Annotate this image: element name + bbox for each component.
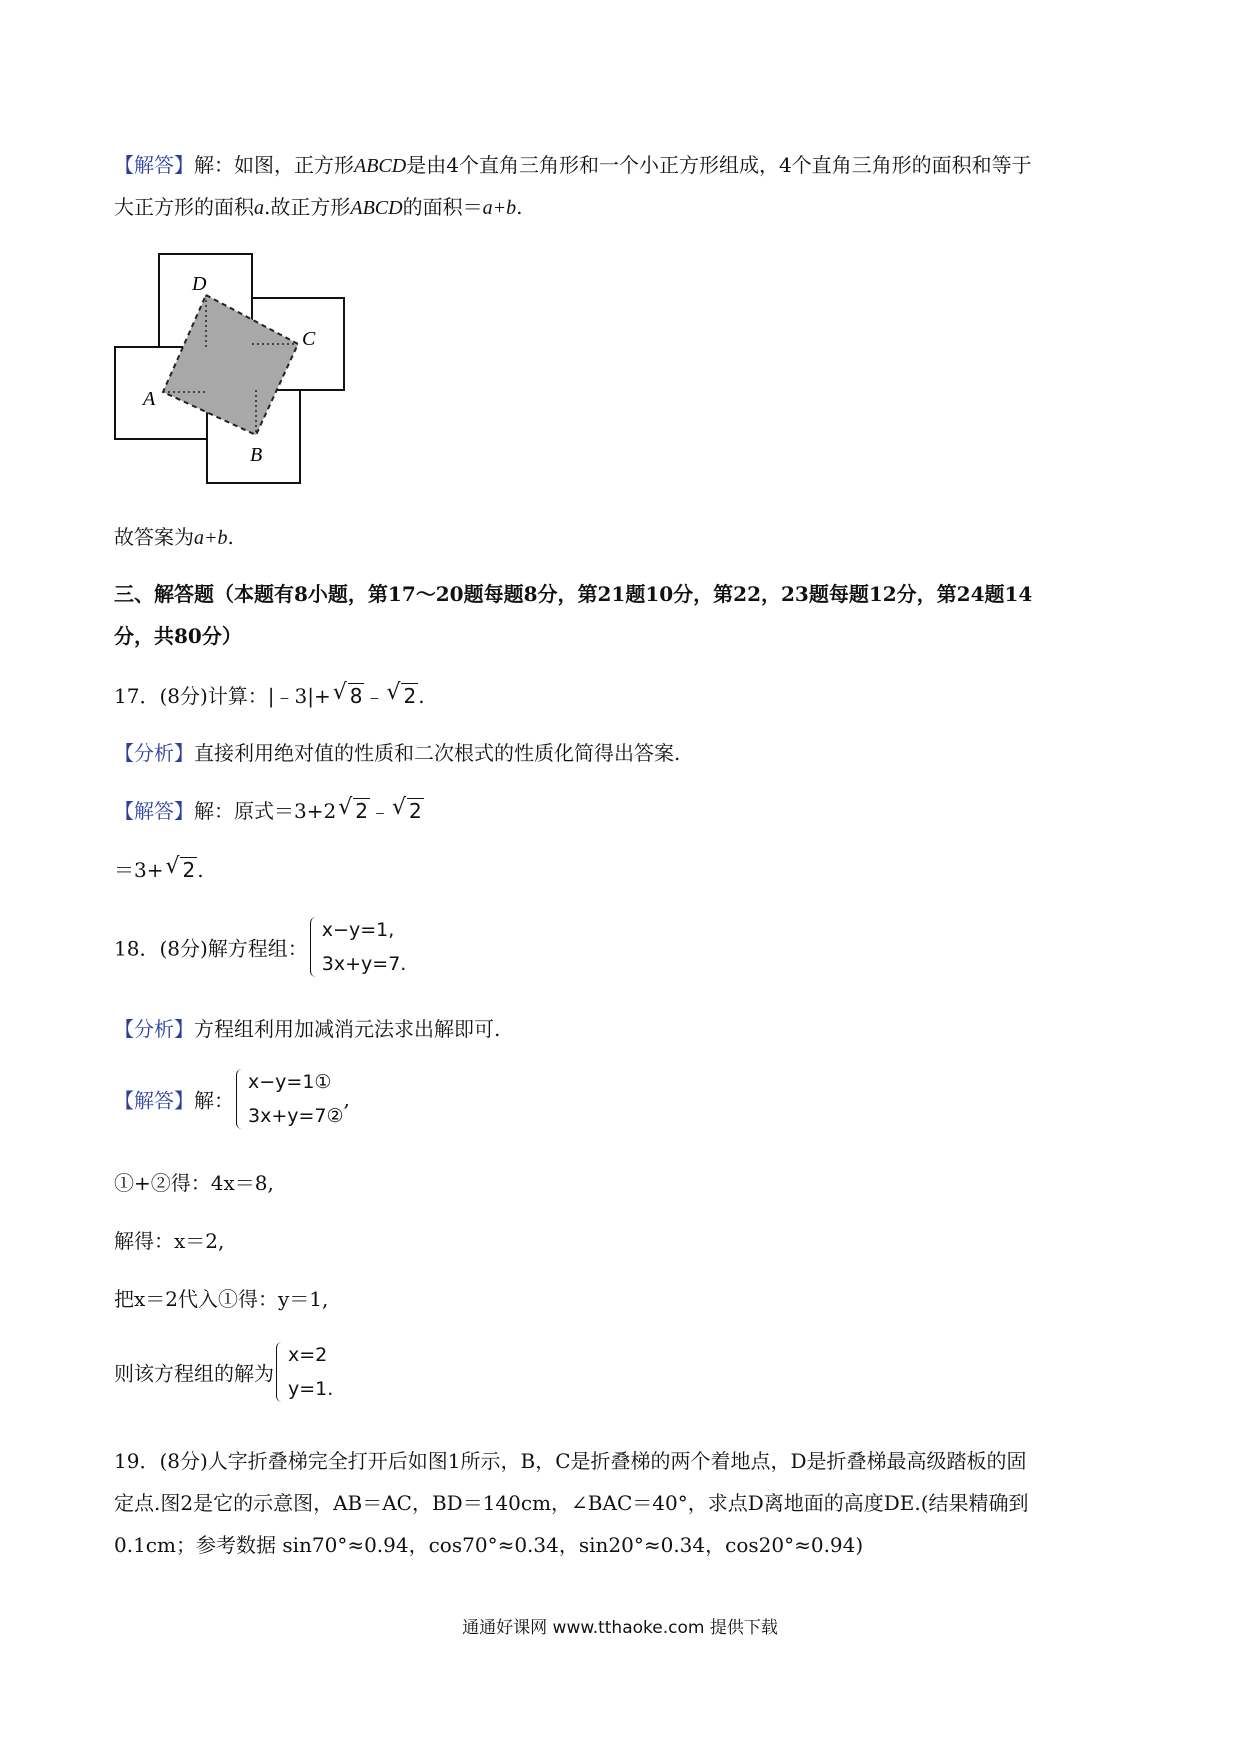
answer-tag: 【解答】 [114,799,194,823]
q18-system [308,913,407,981]
q18-eq2: 3x+y=7. [321,953,407,975]
q18-sol2: y=1. [288,1378,334,1400]
q17-analysis-text: 直接利用绝对值的性质和二次根式的性质化简得出答案. [194,741,681,765]
q18-answer-text: 解： [194,1088,234,1113]
q17-answer-sqrt-2 [392,796,424,826]
answer16-abcd: ABCD [354,155,407,177]
q17-sqrt-8 [333,681,365,711]
q17-end: . [418,684,425,708]
q17-radicand-2: 2 [403,684,417,708]
q17-stem [114,681,425,711]
q18-step3: 把x＝2代入①得：y＝1, [114,1287,329,1311]
answer16-line2 [114,192,522,223]
label-c: C [302,328,316,350]
label-b: B [250,444,263,466]
q18-step2: 解得：x＝2, [114,1229,225,1253]
q19-line1: 19．(8分)人字折叠梯完全打开后如图1所示，B，C是折叠梯的两个着地点，D是折叠梯最高级踏板的固 [114,1449,1027,1473]
q18-s-eq2: 3x+y=7② [248,1105,344,1127]
q18-s-eq1: x−y=1① [248,1071,332,1093]
q18-step4-text: 则该方程组的解为 [114,1361,274,1386]
q17-result-sqrt [165,855,197,885]
answer16-end: . [516,195,523,219]
final16-end: . [227,525,234,549]
q19-line2: 定点.图2是它的示意图，AB＝AC，BD＝140cm，∠BAC＝40°，求点D离地面的高度DE.(结果精确到 [114,1491,1029,1515]
final16-text: 故答案为 [114,525,194,549]
analysis-tag: 【分析】 [114,1017,194,1041]
answer-tag: 【解答】 [114,153,194,177]
final16-line [114,522,234,553]
answer16-text-c: 大正方形的面积 [114,195,254,219]
q17-analysis [114,738,680,768]
q18-step1: ①+②得：4x＝8, [114,1171,274,1195]
answer16-abcd-2: ABCD [350,197,403,219]
q18-solution-system [274,1338,333,1406]
q19-line3: 0.1cm；参考数据 sin70°≈0.94，cos70°≈0.34，sin20°≈0.34，cos20°≈0.94) [114,1533,864,1557]
answer16-text-b: 是由4个直角三角形和一个小正方形组成，4个直角三角形的面积和等于 [406,153,1032,177]
answer16-text-e: 的面积＝ [402,195,483,219]
q18-answer-system [234,1065,344,1133]
q17-stem-text: 17．(8分)计算：|﹣3|+ [114,684,331,708]
q17-result-text: ＝3+ [114,858,164,882]
q18-stem-text: 18．(8分)解方程组： [114,936,308,961]
q17-radicand-8: 8 [349,684,363,708]
q18-analysis [114,1014,500,1044]
label-a: A [143,388,156,410]
shaded-square-abcd [163,295,298,435]
answer-tag: 【解答】 [114,1088,194,1113]
answer16-text-d: .故正方形 [264,195,351,219]
final16-expr: a+b [194,527,228,549]
q17-answer-radicand-2: 2 [408,799,422,823]
q18-stem [114,913,406,981]
answer16-var-a: a [254,197,264,219]
q17-answer-radicand-1: 2 [355,799,368,823]
q17-sqrt-2 [386,681,418,711]
section3-title-line1: 三、解答题（本题有8小题，第17～20题每题8分，第21题10分，第22，23题每题12分，第24题14 [114,582,1033,606]
label-d: D [192,273,207,295]
square-figure [110,250,350,490]
q17-result-end: . [197,858,204,882]
q17-answer-minus: ﹣ [369,799,390,823]
answer16-text-a: 解：如图，正方形 [194,153,354,177]
q17-result [114,855,204,885]
q18-sol1: x=2 [288,1344,328,1366]
q18-answer [114,1065,350,1133]
q17-answer-text: 解：原式＝3+2 [194,799,337,823]
q18-analysis-text: 方程组利用加减消元法求出解即可. [194,1017,501,1041]
q17-minus: ﹣ [364,684,385,708]
q18-s-comma: , [343,1087,350,1111]
section3-title-line2: 分，共80分） [114,624,242,648]
q18-eq1: x−y=1, [321,919,395,941]
q17-answer [114,796,424,826]
answer16-line1 [114,150,1032,181]
answer16-expr: a+b [482,197,517,219]
q18-step4 [114,1338,333,1406]
footer: 通通好课网 www.tthaoke.com 提供下载 [462,1618,778,1638]
analysis-tag: 【分析】 [114,741,194,765]
q17-result-radicand: 2 [182,858,196,882]
q17-answer-sqrt-1 [338,796,370,826]
